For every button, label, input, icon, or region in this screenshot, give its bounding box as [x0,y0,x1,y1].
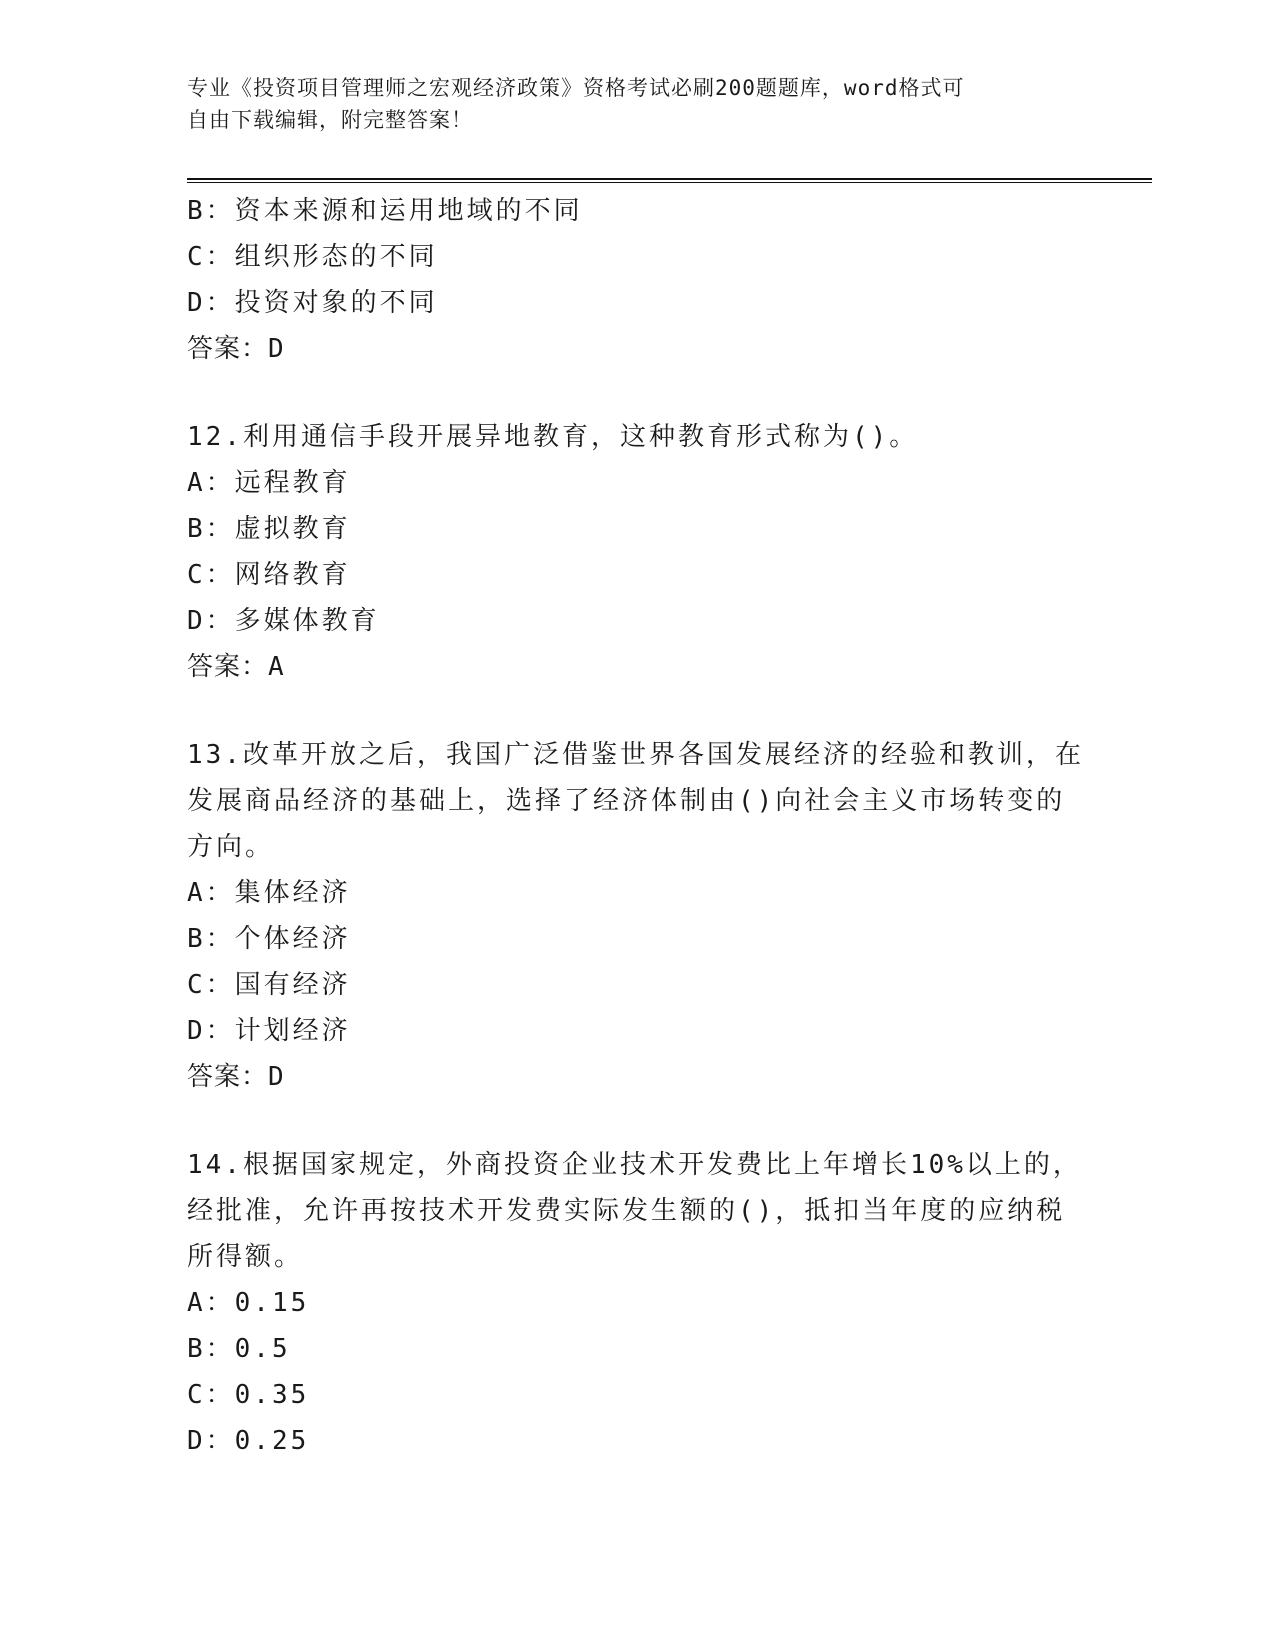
option-b: B：虚拟教育 [187,514,351,544]
answer: 答案：D [187,334,285,364]
question-stem-line-3: 所得额。 [187,1242,304,1272]
question-stem-line-2: 经批准，允许再按技术开发费实际发生额的()，抵扣当年度的应纳税 [187,1196,1066,1226]
option-d: D：0.25 [187,1426,310,1456]
header-line-2: 自由下载编辑，附完整答案！ [187,108,473,132]
option-b: B：个体经济 [187,924,351,954]
question-stem-line-3: 方向。 [187,832,275,862]
question-11-partial [187,188,1087,372]
question-13 [187,732,1087,1100]
header-divider-thick [187,178,1152,180]
answer: 答案：D [187,1062,285,1092]
option-b: B：0.5 [187,1334,291,1364]
question-12 [187,414,1087,690]
document-body [187,188,1087,1464]
question-stem: 12.利用通信手段开展异地教育，这种教育形式称为()。 [187,422,919,452]
document-header [187,72,1067,136]
question-stem-line-1: 14.根据国家规定，外商投资企业技术开发费比上年增长10%以上的， [187,1150,1082,1180]
option-b: B：资本来源和运用地域的不同 [187,196,583,226]
question-stem-line-2: 发展商品经济的基础上，选择了经济体制由()向社会主义市场转变的 [187,786,1066,816]
option-c: C：0.35 [187,1380,310,1410]
question-14 [187,1142,1087,1464]
header-line-1: 专业《投资项目管理师之宏观经济政策》资格考试必刷200题题库，word格式可 [187,76,965,100]
option-a: A：远程教育 [187,468,351,498]
option-d: D：多媒体教育 [187,606,380,636]
option-a: A：集体经济 [187,878,351,908]
question-stem-line-1: 13.改革开放之后，我国广泛借鉴世界各国发展经济的经验和教训，在 [187,740,1084,770]
answer: 答案：A [187,652,285,682]
option-d: D：计划经济 [187,1016,351,1046]
header-divider-thin [187,182,1152,183]
option-c: C：网络教育 [187,560,351,590]
option-d: D：投资对象的不同 [187,288,438,318]
option-c: C：组织形态的不同 [187,242,438,272]
option-a: A：0.15 [187,1288,310,1318]
option-c: C：国有经济 [187,970,351,1000]
